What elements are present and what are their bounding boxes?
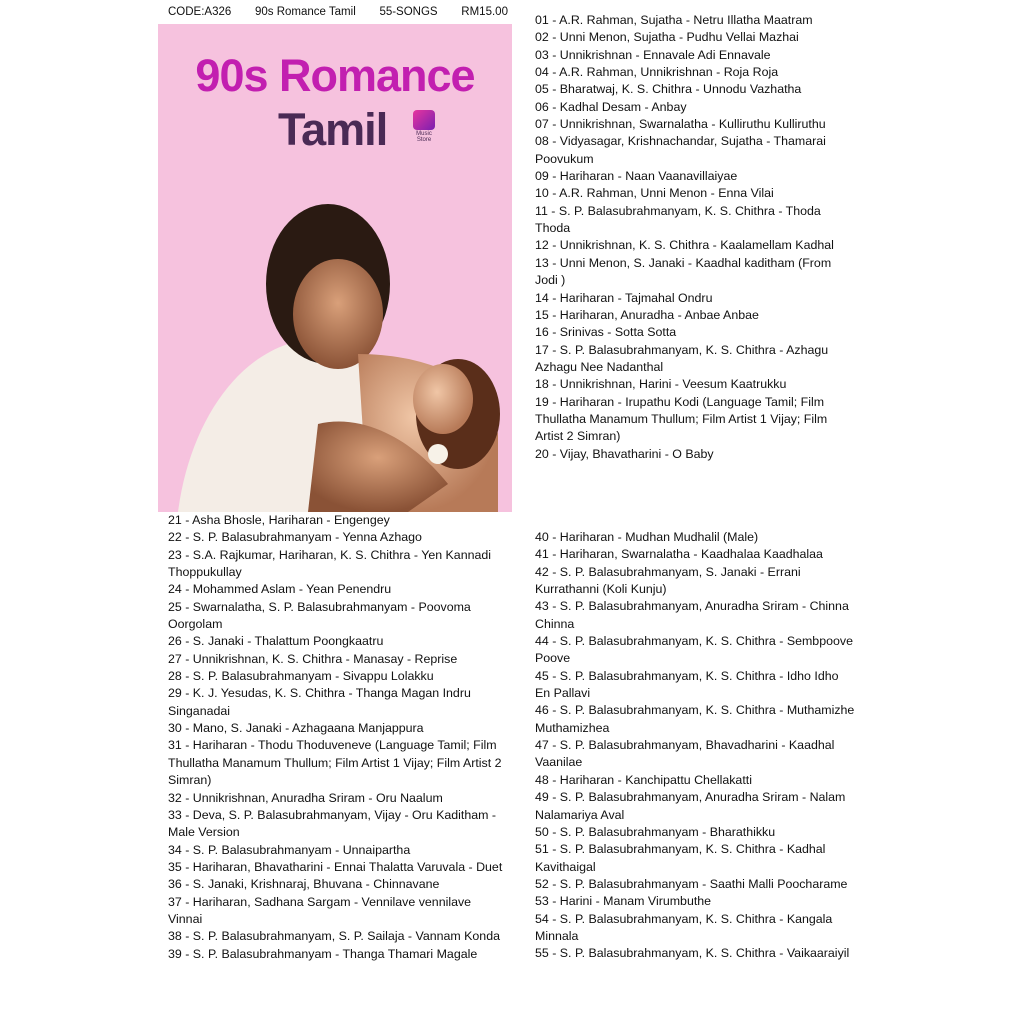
song-item: 20 - Vijay, Bhavatharini - O Baby (535, 446, 714, 461)
song-item: 35 - Hariharan, Bhavatharini - Ennai Thalatta Varuvala - Duet (168, 859, 503, 874)
song-item: 48 - Hariharan - Kanchipattu Chellakatti (535, 772, 752, 787)
song-item: 37 - Hariharan, Sadhana Sargam - Vennilave vennilave Vinnai (168, 894, 472, 926)
song-item: 08 - Vidyasagar, Krishnachandar, Sujatha - Thamarai Poovukum (535, 134, 826, 166)
song-item: 49 - S. P. Balasubrahmanyam, Anuradha Sriram - Nalam Nalamariya Aval (535, 790, 846, 822)
product-title: 90s Romance Tamil (254, 6, 356, 18)
song-item: 17 - S. P. Balasubrahmanyam, K. S. Chithra - Azhagu Azhagu Nee Nadanthal (535, 342, 829, 374)
song-item: 55 - S. P. Balasubrahmanyam, K. S. Chithra - Vaikaaraiyil (535, 946, 850, 961)
song-item: 24 - Mohammed Aslam - Yean Penendru (168, 582, 392, 597)
song-list-column-2 (168, 512, 508, 963)
song-item: 51 - S. P. Balasubrahmanyam, K. S. Chithra - Kadhal Kavithaigal (535, 842, 826, 874)
song-item: 46 - S. P. Balasubrahmanyam, K. S. Chithra - Muthamizhe Muthamizhea (535, 703, 855, 735)
music-store-logo-icon (413, 110, 435, 130)
song-item: 01 - A.R. Rahman, Sujatha - Netru Illatha Maatram (535, 13, 813, 27)
song-item: 09 - Hariharan - Naan Vaanavillaiyae (535, 169, 738, 184)
song-item: 29 - K. J. Yesudas, K. S. Chithra - Thanga Magan Indru Singanadai (168, 686, 471, 718)
song-item: 34 - S. P. Balasubrahmanyam - Unnaipartha (168, 842, 411, 857)
song-item: 32 - Unnikrishnan, Anuradha Sriram - Oru Naalum (168, 790, 443, 805)
song-item: 06 - Kadhal Desam - Anbay (535, 99, 687, 114)
song-item: 04 - A.R. Rahman, Unnikrishnan - Roja Roja (535, 65, 779, 80)
cover-photo (158, 184, 512, 512)
song-item: 53 - Harini - Manam Virumbuthe (535, 894, 712, 909)
song-item: 25 - Swarnalatha, S. P. Balasubrahmanyam - Poovoma Oorgolam (168, 599, 471, 632)
song-item: 28 - S. P. Balasubrahmanyam - Sivappu Lolakku (168, 669, 434, 684)
song-item: 19 - Hariharan - Irupathu Kodi (Language Tamil; Film Thullatha Manamum Thullum; Film Artist 1 Vijay; Film Artist 2 Simran) (535, 394, 828, 444)
cover-title-line2: Tamil (278, 104, 388, 155)
song-item: 42 - S. P. Balasubrahmanyam, S. Janaki - Errani Kurrathanni (Koli Kunju) (535, 564, 801, 597)
song-item: 22 - S. P. Balasubrahmanyam - Yenna Azhago (168, 530, 422, 545)
product-code: CODE:A326 (168, 6, 232, 18)
song-list-column-1 (535, 12, 855, 463)
song-item: 05 - Bharatwaj, K. S. Chithra - Unnodu Vazhatha (535, 82, 802, 97)
song-item: 39 - S. P. Balasubrahmanyam - Thanga Thamari Magale (168, 946, 478, 961)
song-item: 47 - S. P. Balasubrahmanyam, Bhavadharini - Kaadhal Vaanilae (535, 738, 835, 770)
album-cover (158, 24, 512, 512)
song-item: 16 - Srinivas - Sotta Sotta (535, 325, 677, 340)
song-item: 41 - Hariharan, Swarnalatha - Kaadhalaa Kaadhalaa (535, 547, 823, 562)
song-item: 07 - Unnikrishnan, Swarnalatha - Kulliruthu Kulliruthu (535, 117, 826, 132)
song-item: 44 - S. P. Balasubrahmanyam, K. S. Chithra - Sembpoove Poove (535, 634, 853, 666)
price: RM15.00 (461, 6, 508, 18)
song-item: 15 - Hariharan, Anuradha - Anbae Anbae (535, 307, 759, 322)
song-item: 02 - Unni Menon, Sujatha - Pudhu Vellai Mazhai (535, 30, 799, 45)
song-item: 18 - Unnikrishnan, Harini - Veesum Kaatrukku (535, 377, 787, 392)
song-item: 10 - A.R. Rahman, Unni Menon - Enna Vilai (535, 186, 774, 201)
song-item: 50 - S. P. Balasubrahmanyam - Bharathikku (535, 824, 776, 839)
song-item: 23 - S.A. Rajkumar, Hariharan, K. S. Chithra - Yen Kannadi Thoppukullay (168, 547, 492, 580)
song-item: 13 - Unni Menon, S. Janaki - Kaadhal kaditham (From Jodi ) (535, 255, 832, 288)
song-item: 14 - Hariharan - Tajmahal Ondru (535, 290, 713, 305)
song-item: 03 - Unnikrishnan - Ennavale Adi Ennavale (535, 47, 771, 62)
song-item: 27 - Unnikrishnan, K. S. Chithra - Manasay - Reprise (168, 651, 458, 666)
song-item: 43 - S. P. Balasubrahmanyam, Anuradha Sriram - Chinna Chinna (535, 599, 849, 631)
song-item: 36 - S. Janaki, Krishnaraj, Bhuvana - Chinnavane (168, 877, 440, 892)
song-item: 21 - Asha Bhosle, Hariharan - Engengey (168, 513, 390, 527)
song-item: 45 - S. P. Balasubrahmanyam, K. S. Chithra - Idho Idho En Pallavi (535, 668, 839, 701)
song-item: 30 - Mano, S. Janaki - Azhagaana Manjappura (168, 721, 424, 736)
song-item: 11 - S. P. Balasubrahmanyam, K. S. Chithra - Thoda Thoda (535, 203, 821, 236)
song-item: 52 - S. P. Balasubrahmanyam - Saathi Malli Poocharame (535, 876, 848, 891)
song-item: 31 - Hariharan - Thodu Thoduveneve (Language Tamil; Film Thullatha Manamum Thullum; Film Artist 1 Vijay; Film Artist 2 Simran) (168, 738, 502, 788)
music-store-logo (411, 110, 437, 143)
song-item: 40 - Hariharan - Mudhan Mudhalil (Male) (535, 530, 759, 544)
song-list-column-3 (535, 529, 855, 963)
song-item: 33 - Deva, S. P. Balasubrahmanyam, Vijay - Oru Kaditham - Male Version (168, 807, 497, 840)
product-header (168, 6, 508, 18)
song-item: 38 - S. P. Balasubrahmanyam, S. P. Sailaja - Vannam Konda (168, 929, 500, 944)
song-item: 54 - S. P. Balasubrahmanyam, K. S. Chithra - Kangala Minnala (535, 911, 833, 943)
cover-title-line1: 90s Romance (195, 50, 475, 101)
song-item: 12 - Unnikrishnan, K. S. Chithra - Kaalamellam Kadhal (535, 238, 834, 253)
song-item: 26 - S. Janaki - Thalattum Poongkaatru (168, 634, 384, 649)
song-count: 55-SONGS (379, 6, 438, 18)
logo-text: Music Store (416, 131, 432, 143)
